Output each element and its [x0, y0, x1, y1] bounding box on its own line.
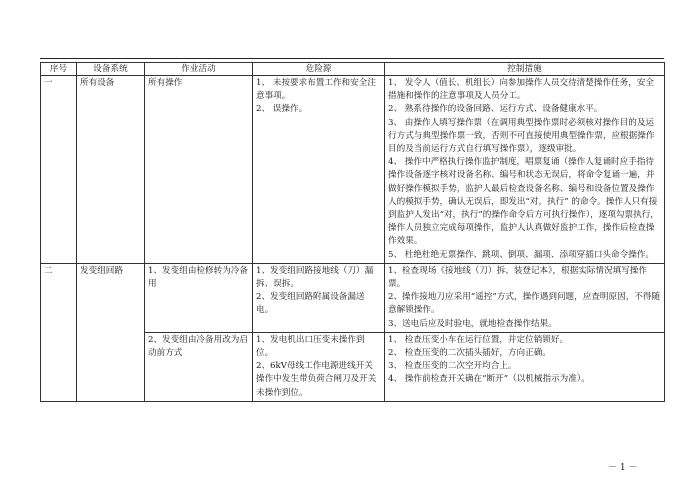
header-activity: 作业活动	[145, 63, 253, 76]
cell-seq: 二	[41, 263, 77, 401]
cell-controls	[385, 263, 665, 332]
header-system: 设备系统	[77, 63, 145, 76]
control-item: 3、 由操作人填写操作票（在调用典型操作票时必须核对操作目的及运行方式与典型操作票一致，否则不可直接使用典型操作票，应根据操作目的及当前运行方式自行填写操作票），逐级审批。	[388, 117, 655, 155]
control-item: 2、操作接地刀应采用“遥控”方式，操作遇到问题，应查明原因，不得随意解锁操作。	[388, 292, 661, 316]
table-row	[41, 76, 665, 264]
cell-activity: 1、发变组由检修转为冷备用	[145, 263, 253, 332]
control-item: 2、 检查压变的二次插头插好，方向正确。	[388, 348, 551, 359]
control-item: 2、 熟系待操作的设备回路、运行方式、设备健康水平。	[388, 104, 603, 115]
hazard-list	[256, 334, 381, 400]
control-list	[388, 265, 661, 331]
hazard-item: 1、发电机出口压变未操作到位。	[256, 334, 365, 359]
cell-controls	[385, 76, 665, 264]
hazard-list	[256, 77, 381, 117]
header-hazard: 危险源	[253, 63, 385, 76]
cell-controls	[385, 332, 665, 401]
control-item: 4、 操作中严格执行操作监护制度，唱票复诵（操作人复诵时应手指待操作设备逐字核对设备名称、编号和状态无误后，将命令复诵一遍，并做好操作模拟手势，监护人最后检查设备名称、编号和设备位置及操作人的模拟手势，确认无误后，即发出“对，执行” 的命令。操作人只有接到监护人发出“对，执行”的操作命令后方可执行操作），逐项勾票执行，操作人员独立完成每项操作，监护人认真做好监护工作，操作后检查操作效果。	[388, 157, 659, 247]
risk-control-table	[40, 62, 665, 402]
cell-system: 发变组回路	[77, 263, 145, 401]
cell-system: 所有设备	[77, 76, 145, 264]
table-row	[41, 263, 665, 332]
control-item: 3、送电后应及时验电，就地检查操作结果。	[388, 318, 557, 329]
control-list	[388, 334, 661, 387]
control-list	[388, 77, 661, 262]
hazard-item: 1、发变组回路接地线（刀）漏拆、误拆。	[256, 265, 374, 290]
cell-activity: 2、发变组由冷备用改为启动前方式	[145, 332, 253, 401]
cell-hazards	[253, 332, 385, 401]
hazard-item: 2、6kV母线工作电源进线开关操作中发生带负荷合闸刀及开关未操作到位。	[256, 361, 377, 398]
hazard-list	[256, 265, 381, 318]
hazard-item: 2、 误操作。	[256, 104, 308, 115]
cell-hazards	[253, 76, 385, 264]
control-item: 3、 检查压变的二次空开均合上。	[388, 361, 517, 372]
hazard-item: 1、 未按要求布置工作和安全注意事项。	[256, 78, 376, 102]
hazard-item: 2、发变组回路附属设备漏送电。	[256, 292, 365, 316]
header-rule	[40, 58, 664, 59]
table-header-row	[41, 63, 665, 76]
header-seq: 序号	[41, 63, 77, 76]
control-item: 4、 操作前检查开关确在“断开”（以机械指示为准）。	[388, 374, 590, 385]
cell-seq: 一	[41, 76, 77, 264]
page-number: － 1 －	[608, 463, 638, 473]
control-item: 5、 杜绝杜绝无票操作、跳项、倒项、漏项、添项穿插口头命令操作。	[388, 249, 655, 260]
control-item: 1、 检查压变小车在运行位置，并定位销锁好。	[388, 334, 569, 345]
cell-activity: 所有操作	[145, 76, 253, 264]
header-control: 控制措施	[385, 63, 665, 76]
cell-hazards	[253, 263, 385, 332]
control-item: 1、检查现场《接地线（刀）拆、装登记本》，根据实际情况填写操作票。	[388, 265, 647, 290]
control-item: 1、 发令人（值长、机组长）向参加操作人员交待清楚操作任务，安全措施和操作的注意事项及人员分工。	[388, 78, 655, 102]
